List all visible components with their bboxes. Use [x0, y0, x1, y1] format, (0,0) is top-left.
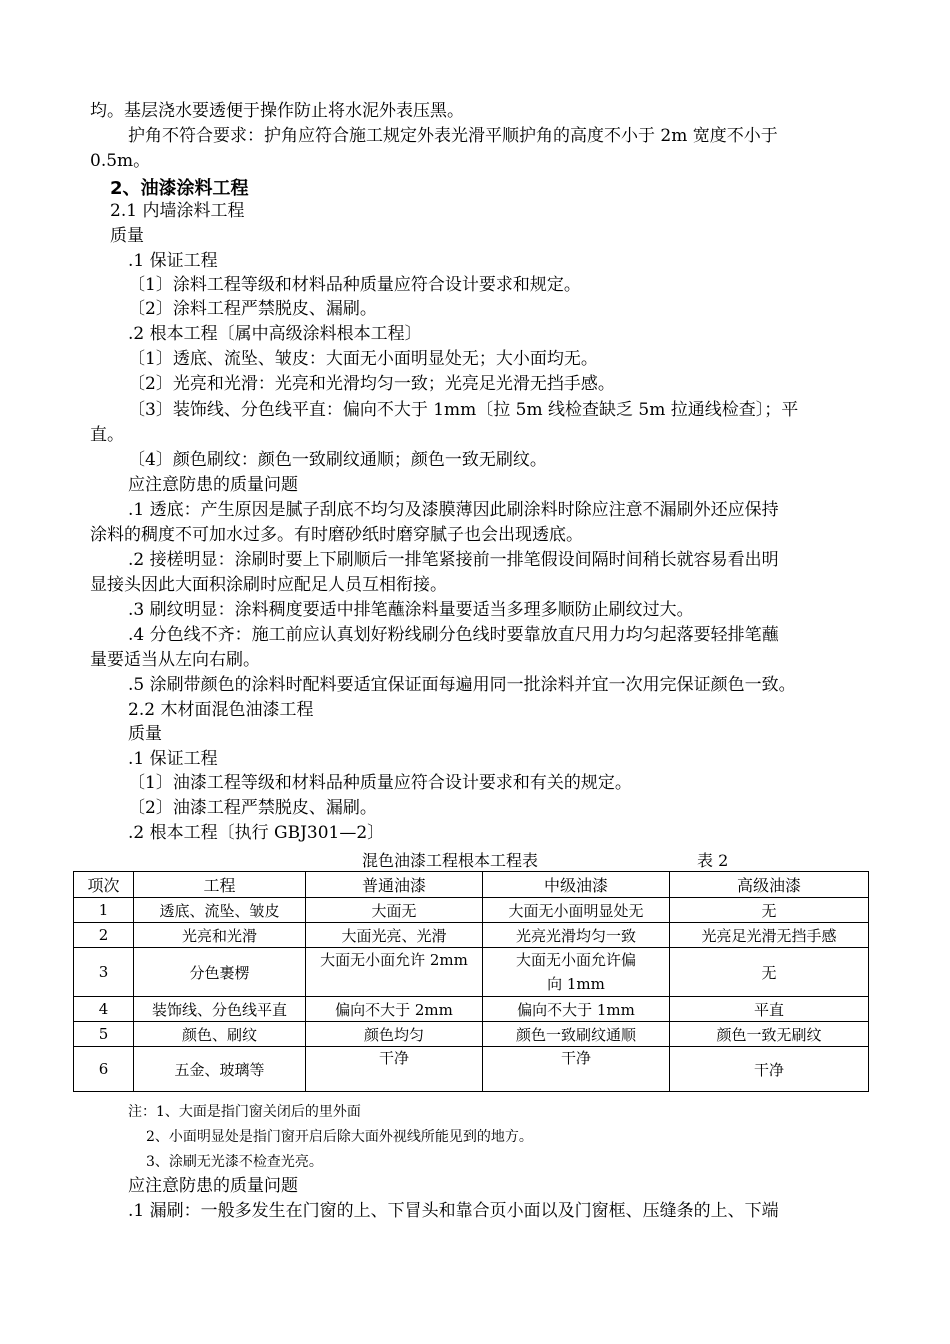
section-heading: 2、油漆涂料工程 [110, 178, 249, 199]
table-cell: 装饰线、分色线平直 [134, 997, 306, 1022]
text-line: 应注意防患的质量问题 [128, 475, 298, 495]
table-cell: 平直 [670, 997, 869, 1022]
text-line: 〔3〕装饰线、分色线平直：偏向不大于 1mm〔拉 5m 线检查缺乏 5m 拉通线检查〕；平 [128, 400, 799, 420]
text-line: 质量 [110, 226, 144, 246]
table-row [74, 997, 869, 1022]
text-line: 涂料的稠度不可加水过多。有时磨砂纸时磨穿腻子也会出现透底。 [90, 525, 583, 545]
text-line: 直。 [90, 425, 124, 445]
header-cell: 中级油漆 [483, 872, 670, 898]
text-line: 质量 [128, 724, 162, 744]
table-cell: 干净 [670, 1047, 869, 1092]
table-row [74, 898, 869, 923]
table-cell: 大面无小面明显处无 [483, 898, 670, 923]
table-cell: 无 [670, 948, 869, 997]
table-cell: 大面光亮、光滑 [306, 923, 483, 948]
table-cell: 6 [74, 1047, 134, 1092]
table-title: 混色油漆工程根本工程表 [362, 851, 539, 870]
table-cell: 大面无小面允许偏向 1mm [483, 948, 670, 997]
text-line: 应注意防患的质量问题 [128, 1176, 298, 1196]
table-cell: 光亮光滑均匀一致 [483, 923, 670, 948]
text-line: .1 保证工程 [128, 749, 218, 769]
table-cell: 2 [74, 923, 134, 948]
table-cell: 偏向不大于 2mm [306, 997, 483, 1022]
quality-table [73, 871, 869, 1092]
header-cell: 工程 [134, 872, 306, 898]
table-cell: 颜色一致刷纹通顺 [483, 1022, 670, 1047]
table-cell: 五金、玻璃等 [134, 1047, 306, 1092]
table-cell: 干净 [306, 1047, 483, 1092]
table-cell: 无 [670, 898, 869, 923]
table-row [74, 1022, 869, 1047]
table-cell: 光亮和光滑 [134, 923, 306, 948]
text-line: 〔2〕油漆工程严禁脱皮、漏刷。 [128, 798, 377, 818]
text-line: 护角不符合要求：护角应符合施工规定外表光滑平顺护角的高度不小于 2m 宽度不小于 [128, 126, 778, 146]
table-cell: 干净 [483, 1047, 670, 1092]
header-cell: 高级油漆 [670, 872, 869, 898]
header-cell: 普通油漆 [306, 872, 483, 898]
table-cell: 光亮足光滑无挡手感 [670, 923, 869, 948]
table-cell: 3 [74, 948, 134, 997]
text-line: 均。基层浇水要透便于操作防止将水泥外表压黑。 [90, 101, 464, 121]
subsection-title: 2.1 内墙涂料工程 [110, 201, 245, 221]
table-cell: 分色裹楞 [134, 948, 306, 997]
table-cell: 透底、流坠、皱皮 [134, 898, 306, 923]
text-line: .2 根本工程〔执行 GBJ301—2〕 [128, 823, 385, 843]
table-cell: 大面无 [306, 898, 483, 923]
text-line: .5 涂刷带颜色的涂料时配料要适宜保证面每遍用同一批涂料并宜一次用完保证颜色一致。 [128, 675, 796, 695]
text-line: .2 接槎明显：涂刷时要上下刷顺后一排笔紧接前一排笔假设间隔时间稍长就容易看出明 [128, 550, 779, 570]
table-row [74, 948, 869, 997]
table-cell: 1 [74, 898, 134, 923]
text-line: 量要适当从左向右刷。 [90, 650, 260, 670]
table-note: 2、小面明显处是指门窗开启后除大面外视线所能见到的地方。 [146, 1129, 533, 1145]
table-note: 注：1、大面是指门窗关闭后的里外面 [128, 1104, 361, 1120]
subsection-title: 2.2 木材面混色油漆工程 [128, 700, 314, 720]
text-line: 显接头因此大面积涂刷时应配足人员互相衔接。 [90, 575, 447, 595]
table-cell: 5 [74, 1022, 134, 1047]
table-row [74, 1047, 869, 1092]
text-line: .4 分色线不齐：施工前应认真划好粉线刷分色线时要靠放直尺用力均匀起落要轻排笔蘸 [128, 625, 779, 645]
text-line: 〔1〕涂料工程等级和材料品种质量应符合设计要求和规定。 [128, 275, 581, 295]
table-cell: 偏向不大于 1mm [483, 997, 670, 1022]
table-cell: 颜色一致无刷纹 [670, 1022, 869, 1047]
table-note: 3、涂刷无光漆不检查光亮。 [146, 1154, 323, 1170]
text-line: 0.5m。 [90, 151, 151, 171]
table-cell: 大面无小面允许 2mm [306, 948, 483, 997]
text-line: .1 透底：产生原因是腻子刮底不均匀及漆膜薄因此刷涂料时除应注意不漏刷外还应保持 [128, 500, 779, 520]
text-line: .1 保证工程 [128, 251, 218, 271]
text-line: 〔4〕颜色刷纹：颜色一致刷纹通顺；颜色一致无刷纹。 [128, 450, 547, 470]
table-cell: 4 [74, 997, 134, 1022]
text-line: .3 刷纹明显：涂料稠度要适中排笔蘸涂料量要适当多理多顺防止刷纹过大。 [128, 600, 694, 620]
table-cell: 颜色、刷纹 [134, 1022, 306, 1047]
text-line: 〔1〕油漆工程等级和材料品种质量应符合设计要求和有关的规定。 [128, 773, 632, 793]
table-cell: 颜色均匀 [306, 1022, 483, 1047]
table-label: 表 2 [697, 851, 729, 870]
table-header-row [74, 872, 869, 898]
table-row [74, 923, 869, 948]
text-line: .1 漏刷：一般多发生在门窗的上、下冒头和靠合页小面以及门窗框、压缝条的上、下端 [128, 1201, 779, 1221]
text-line: 〔2〕光亮和光滑：光亮和光滑均匀一致；光亮足光滑无挡手感。 [128, 374, 615, 394]
text-line: 〔1〕透底、流坠、皱皮：大面无小面明显处无；大小面均无。 [128, 349, 598, 369]
text-line: .2 根本工程〔属中高级涂料根本工程〕 [128, 324, 422, 344]
header-cell: 项次 [74, 872, 134, 898]
text-line: 〔2〕涂料工程严禁脱皮、漏刷。 [128, 299, 377, 319]
